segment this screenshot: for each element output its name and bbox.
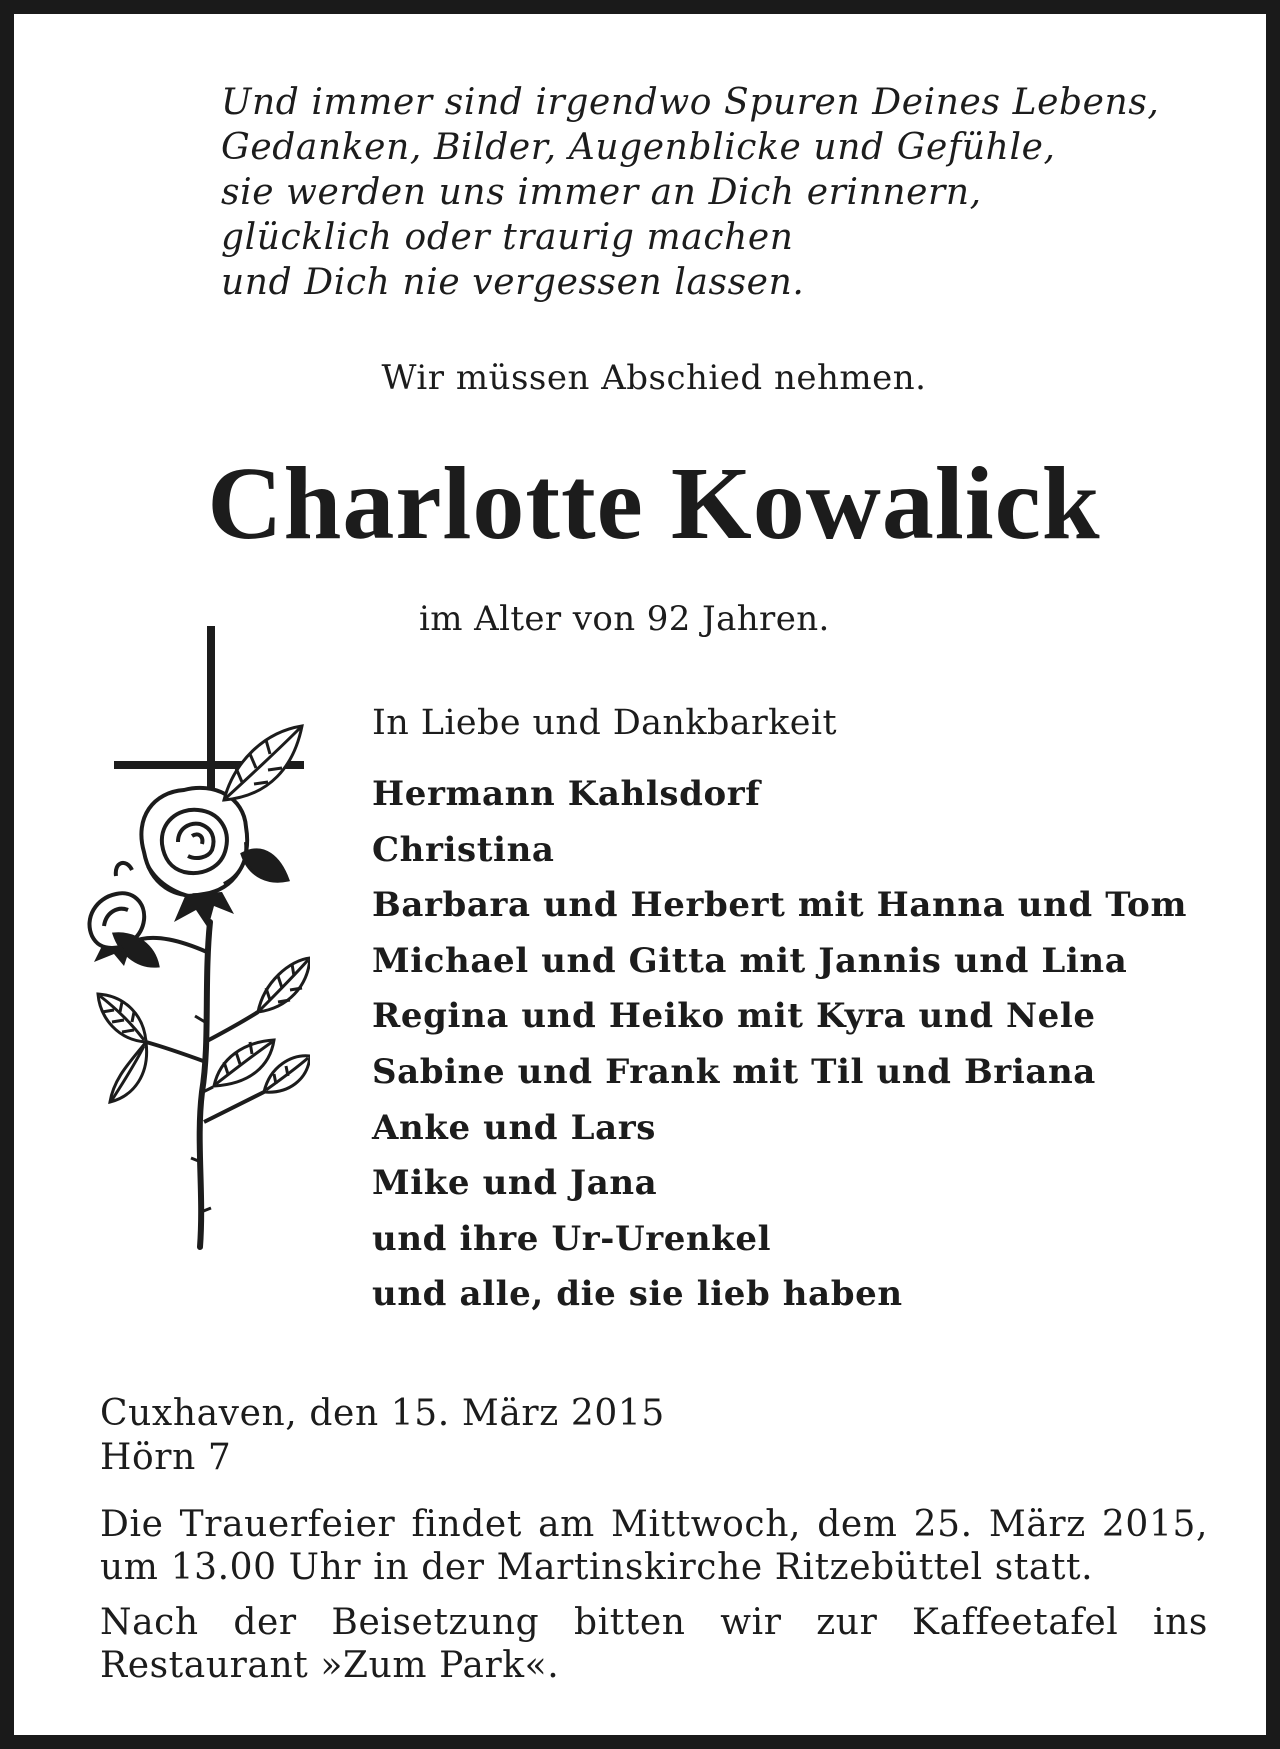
reception-text: Nach der Beisetzung bitten wir zur Kaffeetafel ins Restaurant »Zum Park«. [100,1602,1208,1686]
list-item: Hermann Kahlsdorf [372,774,761,814]
list-item: Regina und Heiko mit Kyra und Nele [372,996,1096,1037]
list-item: Barbara und Herbert mit Hanna und Tom [372,885,1188,926]
dedication-line: In Liebe und Dankbarkeit [372,703,837,743]
list-item: und ihre Ur-Urenkel [372,1218,772,1259]
ceremony-text: Die Trauerfeier findet am Mittwoch, dem 25. März 2015, um 13.00 Uhr in der Martinskirche Ritzebüttel statt. [100,1504,1208,1588]
place-and-address [100,1392,665,1480]
list-item: Christina [372,829,555,870]
deceased-name: Charlotte Kowalick [207,446,1101,561]
cross-with-rose-icon [74,622,310,1252]
poem-line: glücklich oder traurig machen [221,217,794,258]
list-item: Anke und Lars [372,1107,656,1148]
age-line: im Alter von 92 Jahren. [419,599,830,639]
poem-line: Gedanken, Bilder, Augenblicke und Gefühle, [221,127,1056,168]
mourners-list [372,767,1187,1323]
list-item: Michael und Gitta mit Jannis und Lina [372,940,1128,981]
poem [221,80,1221,305]
list-item: Mike und Jana [372,1163,658,1204]
poem-line: Und immer sind irgendwo Spuren Deines Lebens, [221,82,1160,123]
poem-line: sie werden uns immer an Dich erinnern, [221,172,982,213]
farewell-line: Wir müssen Abschied nehmen. [381,358,927,398]
list-item: Sabine und Frank mit Til und Briana [372,1051,1096,1092]
poem-line: und Dich nie vergessen lassen. [221,262,805,303]
list-item: und alle, die sie lieb haben [372,1274,903,1315]
address: Hörn 7 [100,1437,232,1478]
place-date: Cuxhaven, den 15. März 2015 [100,1393,665,1434]
